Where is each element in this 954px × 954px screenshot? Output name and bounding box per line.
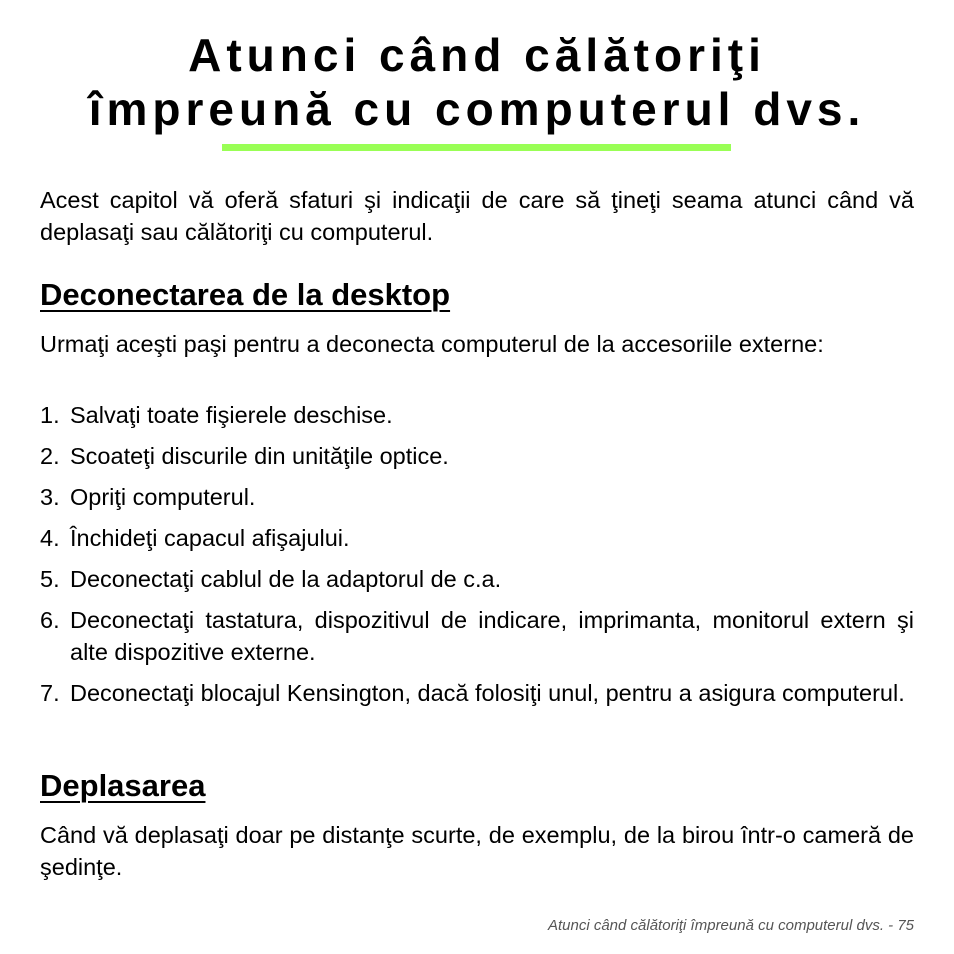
intro-paragraph: Acest capitol vă oferă sfaturi şi indicaţii de care să ţineţi seama atunci când vă deplasaţi sau călătoriţi cu computerul.: [40, 187, 914, 245]
list-item-text: Opriţi computerul.: [70, 484, 256, 510]
list-item-text: Deconectaţi tastatura, dispozitivul de indicare, imprimanta, monitorul extern şi alte dispozitive externe.: [70, 607, 914, 665]
list-item: [40, 481, 914, 513]
list-item-number: 4.: [40, 525, 60, 551]
list-item-number: 7.: [40, 680, 60, 706]
list-item-text: Salvaţi toate fişierele deschise.: [70, 402, 393, 428]
list-item-text: Deconectaţi blocajul Kensington, dacă folosiţi unul, pentru a asigura computerul.: [70, 680, 905, 706]
list-item-number: 1.: [40, 402, 60, 428]
title-underline-rule: [222, 144, 731, 151]
page-footer: Atunci când călătoriţi împreună cu computerul dvs. - 75: [547, 917, 914, 934]
section-heading-travel: Deplasarea: [40, 768, 206, 803]
list-item-text: Scoateţi discurile din unităţile optice.: [70, 443, 449, 469]
page-title-line-1: Atunci când călătoriţi: [188, 29, 766, 81]
list-item-number: 3.: [40, 484, 60, 510]
list-item-number: 2.: [40, 443, 60, 469]
list-item: [40, 399, 914, 431]
list-item: [40, 522, 914, 554]
page-title: [0, 28, 954, 136]
list-item-number: 5.: [40, 566, 60, 592]
list-item-text: Închideţi capacul afişajului.: [70, 525, 350, 551]
list-item: [40, 440, 914, 472]
section-heading-disconnect: Deconectarea de la desktop: [40, 277, 451, 312]
page-title-line-2: împreună cu computerul dvs.: [88, 83, 866, 135]
list-item: [40, 563, 914, 595]
list-item: [40, 677, 914, 709]
section-intro-travel: Când vă deplasaţi doar pe distanţe scurte, de exemplu, de la birou într-o cameră de şedinţe.: [40, 822, 914, 880]
section-intro-disconnect: Urmaţi aceşti paşi pentru a deconecta computerul de la accesoriile externe:: [40, 331, 824, 357]
list-item-text: Deconectaţi cablul de la adaptorul de c.a.: [70, 566, 502, 592]
list-item: [40, 604, 914, 668]
list-item-number: 6.: [40, 607, 60, 633]
